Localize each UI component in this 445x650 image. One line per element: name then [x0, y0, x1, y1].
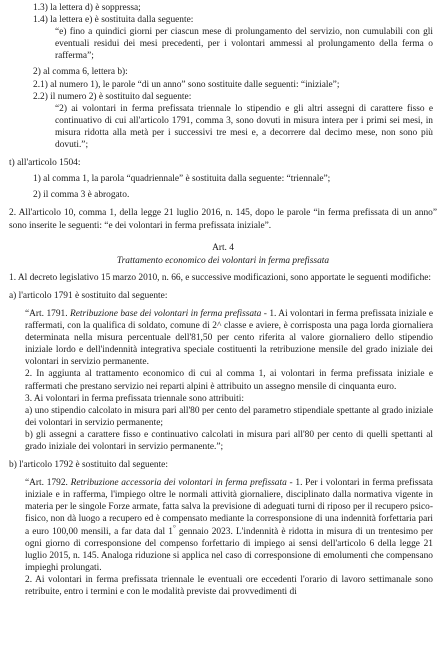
item-2: 2) al comma 6, lettera b): — [33, 67, 128, 78]
art-1792-lead: “Art. 1792. — [25, 478, 71, 489]
paragraph-1: 1. Al decreto legislativo 15 marzo 2010, n. 66, e successive modificazioni, sono apportate le seguenti modifiche: — [9, 272, 432, 283]
art-1791-comma-3: 3. Ai volontari in ferma prefissata triennale sono attribuiti: — [25, 393, 244, 404]
art-1792-body-a: - 1. Per i volontari in ferma prefissata iniziale e in rafferma, l'impiego oltre le normali attività giornaliere, disciplinato dalla normativa vigente in materia per le singole Forze armate, fatta salva la previsione di adeguati turni di riposo per il recupero psico-fisico, non dà luogo a recupero ed è compensato mediante la corresponsione di una indennità forfettaria pari a euro 100,00 mensili, a far data dal 1 — [25, 478, 433, 537]
art-1792-title: Retribuzione accessoria dei volontari in ferma prefissata — [70, 478, 287, 489]
paragraph-2: 2. All'articolo 10, comma 1, della legge 21 luglio 2016, n. 145, dopo le parole “in ferma prefissata di un anno” sono inserite le seguenti: “e dei volontari in ferma prefissata iniziale”. — [9, 208, 437, 231]
art-1791-comma-3-b: b) gli assegni a carattere fisso e continuativo calcolati in misura pari all'80 per cento di quelli spettanti al grado iniziale dei volontari in servizio permanente.”; — [25, 429, 433, 452]
item-1-3: 1.3) la lettera d) è soppressa; — [33, 3, 141, 13]
quote-2: “2) ai volontari in ferma prefissata triennale lo stipendio e gli altri assegni di carattere fisso e continuativo di cui all'articolo 1791, comma 3, sono dovuti in misura intera per i primi sei mesi, in misura ridotta alla metà per i successivi tre mesi e, a decorrere dal decimo mese, non sono più dovuti.”; — [55, 103, 433, 151]
letter-t: t) all'articolo 1504: — [9, 158, 81, 169]
item-2-2: 2.2) il numero 2) è sostituito dal seguente: — [33, 91, 192, 102]
art-1791-body: - 1. Ai volontari in ferma prefissata iniziale e raffermati, con la qualifica di soldato, comune di 2^ classe e aviere, è corrisposta una paga lorda giornaliera determinata nella misura percentuale dell'81,50 per cento riferita al valore giornaliero dello stipendio iniziale lordo e dell'indennità integrativa speciale costituenti la retribuzione mensile del grado iniziale dei volontari in servizio permanente. — [25, 308, 433, 368]
art-1792-body-b: gennaio 2023. L'indennità è ridotta in misura di un trentesimo per ogni giorno di corresponsione del compenso forfettario di impiego ai sensi dell'articolo 6 della legge 21 luglio 2015, n. 145. Analoga riduzione si applica nel caso di corresponsione di emolumenti che compensano impieghi prolungati. — [25, 526, 433, 573]
art-1791-lead: “Art. 1791. — [25, 308, 70, 319]
item-2-1: 2.1) al numero 1), le parole “di un anno” sono sostituite dalle seguenti: “iniziale”; — [33, 79, 340, 90]
art-1791-title: Retribuzione base dei volontari in ferma prefissata — [69, 308, 262, 319]
art-1791-comma-2: 2. In aggiunta al trattamento economico di cui al comma 1, ai volontari in ferma prefissata iniziale e raffermati che prestano servizio nei reparti alpini è attribuito un assegno mensile di cinquanta euro. — [25, 369, 433, 392]
article-title: Trattamento economico dei volontari in ferma prefissata — [116, 255, 330, 266]
letter-a: a) l'articolo 1791 è sostituito dal seguente: — [9, 290, 168, 301]
item-1-4: 1.4) la lettera e) è sostituita dalla seguente: — [33, 15, 194, 26]
art-1792-comma-1 — [9, 477, 437, 574]
article-number: Art. 4 — [212, 242, 234, 253]
item-t-1: 1) al comma 1, la parola “quadriennale” è sostituita dalla seguente: “triennale”; — [33, 174, 331, 185]
degree-sign: ° — [172, 523, 176, 532]
letter-b: b) l'articolo 1792 è sostituito dal seguente: — [9, 460, 168, 471]
art-1791-comma-1 — [9, 308, 437, 368]
art-1792-comma-2: 2. Ai volontari in ferma prefissata triennale le eventuali ore eccedenti l'orario di lavoro settimanale sono retribuite, entro i termini e con le modalità previste dai provvedimenti di — [25, 574, 433, 598]
quote-e: “e) fino a quindici giorni per ciascun mese di prolungamento del servizio, non cumulabili con gli eventuali residui dei mesi precedenti, per i volontari ammessi al prolungamento della ferma o rafferma”; — [55, 27, 433, 62]
item-t-2: 2) il comma 3 è abrogato. — [33, 190, 130, 201]
art-1791-comma-3-a: a) uno stipendio calcolato in misura pari all'80 per cento del parametro stipendiale spettante al grado iniziale dei volontari in servizio permanente; — [25, 405, 433, 428]
